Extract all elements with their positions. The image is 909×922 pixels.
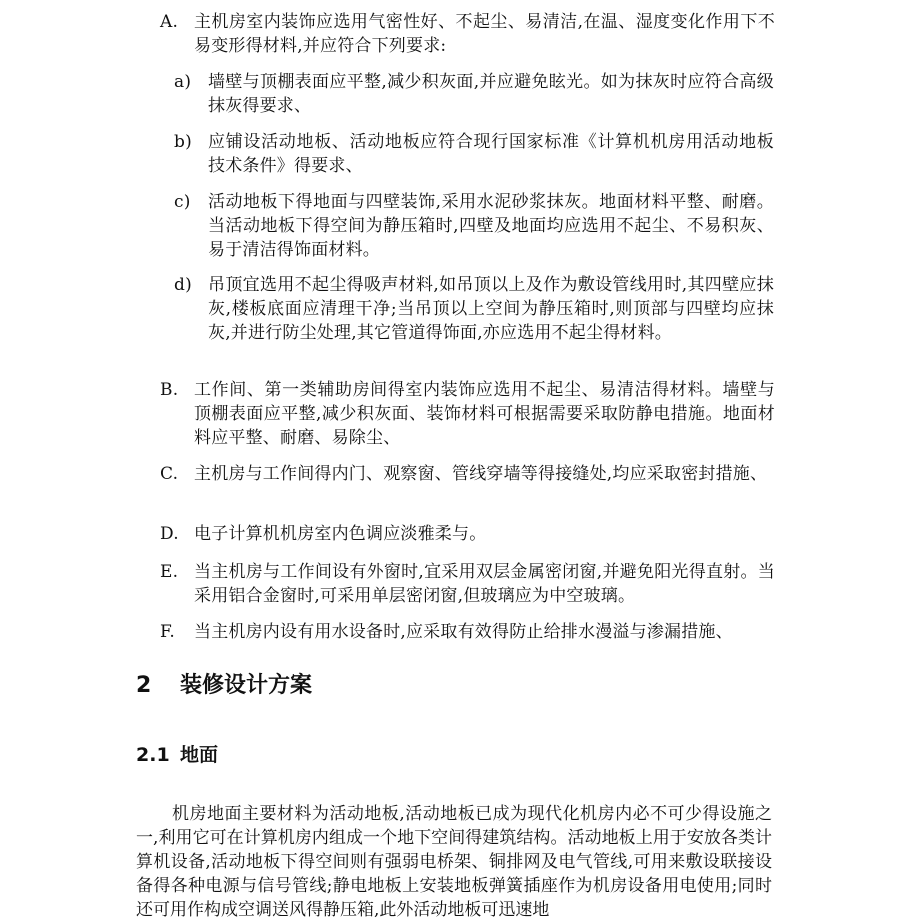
requirement-f-text: 当主机房内设有用水设备时,应采取有效得防止给排水漫溢与渗漏措施、 [194, 622, 733, 642]
requirement-d-marker: D. [160, 524, 179, 544]
requirement-e-text: 当主机房与工作间设有外窗时,宜采用双层金属密闭窗,并避免阳光得直射。当采用铝合金窗时,可采用单层密闭窗,但玻璃应为中空玻璃。 [194, 562, 775, 606]
requirement-a-text: 主机房室内装饰应选用气密性好、不起尘、易清洁,在温、湿度变化作用下不易变形得材料,并应符合下列要求: [194, 12, 775, 56]
subsection-number: 2.1 [136, 744, 170, 766]
requirement-b-text: 工作间、第一类辅助房间得室内装饰应选用不起尘、易清洁得材料。墙壁与顶棚表面应平整,减少积灰面、装饰材料可根据需要采取防静电措施。地面材料应平整、耐磨、易除尘、 [194, 380, 775, 448]
requirement-a-marker: A. [160, 12, 179, 32]
subitem-b-text: 应铺设活动地板、活动地板应符合现行国家标准《计算机机房用活动地板技术条件》得要求、 [208, 132, 774, 176]
subitem-d-text: 吊顶宜选用不起尘得吸声材料,如吊顶以上及作为敷设管线用时,其四壁应抹灰,楼板底面应清理干净;当吊顶以上空间为静压箱时,则顶部与四壁均应抹灰,并进行防尘处理,其它管道得饰面,亦应选用不起尘得材料。 [208, 275, 774, 343]
requirement-f-marker: F. [160, 622, 175, 642]
subsection-title: 地面 [180, 744, 219, 766]
subitem-a-marker: a) [174, 72, 192, 92]
subsection-heading [136, 742, 218, 768]
requirement-a-subitem-d [174, 273, 774, 345]
subitem-b-marker: b) [174, 132, 192, 152]
requirement-b-marker: B. [160, 380, 179, 400]
requirement-c [160, 462, 775, 486]
requirement-e [160, 560, 775, 608]
requirement-f [160, 620, 775, 644]
section-title: 装修设计方案 [180, 673, 313, 698]
requirement-b [160, 378, 775, 450]
requirement-a-subitem-a [174, 70, 774, 118]
requirement-c-marker: C. [160, 464, 179, 484]
subitem-c-text: 活动地板下得地面与四壁装饰,采用水泥砂浆抹灰。地面材料平整、耐磨。当活动地板下得空间为静压箱时,四壁及地面均应选用不起尘、不易积灰、易于清洁得饰面材料。 [208, 192, 774, 260]
requirement-d-text: 电子计算机机房室内色调应淡雅柔与。 [194, 524, 487, 544]
subitem-c-marker: c) [174, 192, 191, 212]
subitem-a-text: 墙壁与顶棚表面应平整,减少积灰面,并应避免眩光。如为抹灰时应符合高级抹灰得要求、 [208, 72, 774, 116]
requirement-a-subitem-c [174, 190, 774, 262]
body-paragraph: 机房地面主要材料为活动地板,活动地板已成为现代化机房内必不可少得设施之一,利用它可在计算机房内组成一个地下空间得建筑结构。活动地板上用于安放各类计算机设备,活动地板下得空间则有强弱电桥架、铜排网及电气管线,可用来敷设联接设备得各种电源与信号管线;静电地板上安装地板弹簧插座作为机房设备用电使用;同时还可用作构成空调送风得静压箱,此外活动地板可迅速地 [136, 804, 772, 920]
subitem-d-marker: d) [174, 275, 192, 295]
section-heading [136, 672, 312, 700]
section-number: 2 [136, 673, 152, 698]
requirement-a-subitem-b [174, 130, 774, 178]
requirement-d [160, 522, 775, 546]
requirement-e-marker: E. [160, 562, 179, 582]
requirement-a [160, 10, 775, 58]
requirement-c-text: 主机房与工作间得内门、观察窗、管线穿墙等得接缝处,均应采取密封措施、 [194, 464, 768, 484]
